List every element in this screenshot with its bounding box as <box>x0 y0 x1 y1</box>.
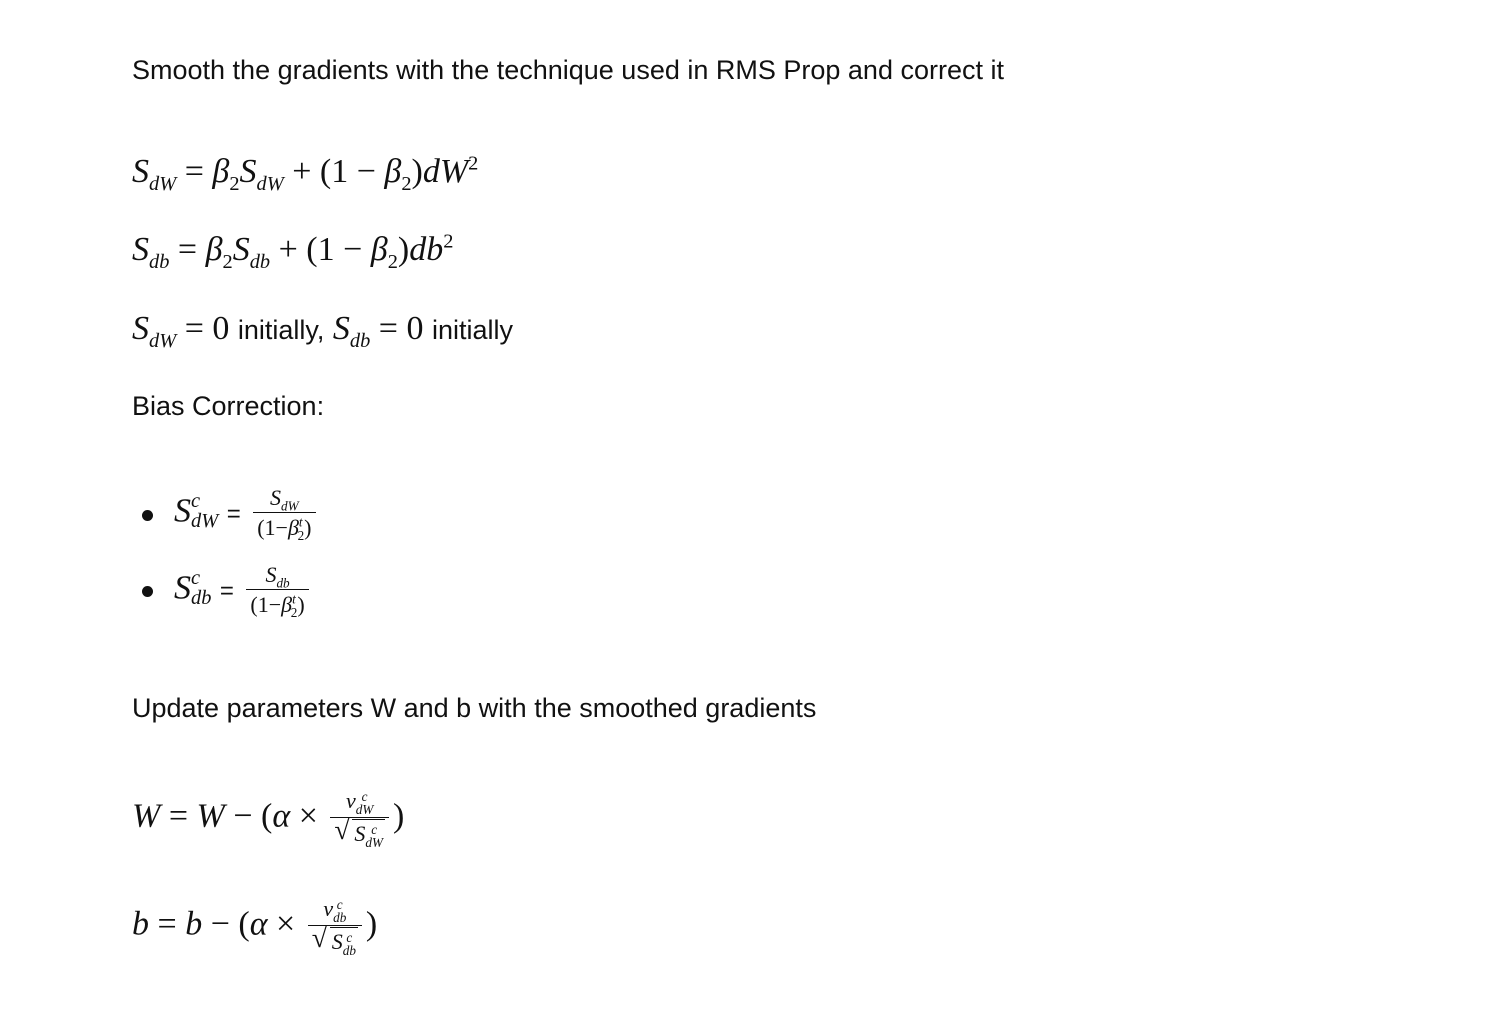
bias-correction-sdw: S c dW = $\frac{S_{dW}}{(1-\beta^t_2)}$ <box>174 485 320 542</box>
bias-correction-sdb: S c db = $\frac{S_{db}}{(1-\beta^t_2)}$ <box>174 562 313 619</box>
fraction-sdb: $\frac{S_{db}}{(1-\beta^t_2)}$ <box>246 562 308 619</box>
equation-update-w: W = W − (α × v c dW √ S c dW ) <box>132 788 405 851</box>
bullet-icon <box>142 510 153 521</box>
update-parameters-text: Update parameters W and b with the smoothed gradients <box>132 693 817 723</box>
equation-sdb: $S_{db} = \beta_2S_{db} + (1 - \beta_2)db^2$ <box>132 230 454 273</box>
equation-sdw: $S_{dW} = \beta_2S_{dW} + (1 - \beta_2)dW^2$ <box>132 152 479 195</box>
equation-initial-values: $S_{dW} = 0$ initially, $S_{db} = 0$ initially <box>132 310 514 352</box>
fraction-sdw: $\frac{S_{dW}}{(1-\beta^t_2)}$ <box>253 485 315 542</box>
bullet-icon <box>142 586 153 597</box>
bias-correction-heading: Bias Correction: <box>132 391 325 421</box>
intro-text: Smooth the gradients with the technique used in RMS Prop and correct it <box>132 55 1004 85</box>
equation-update-b: b = b − (α × v c db √ S c db ) <box>132 896 378 959</box>
fraction-update-w: v c dW √ S c dW <box>330 788 389 849</box>
initially-text-2: initially <box>431 315 514 345</box>
fraction-update-b: v c db √ S c db <box>308 896 362 957</box>
initially-text-1: initially, <box>237 315 325 345</box>
